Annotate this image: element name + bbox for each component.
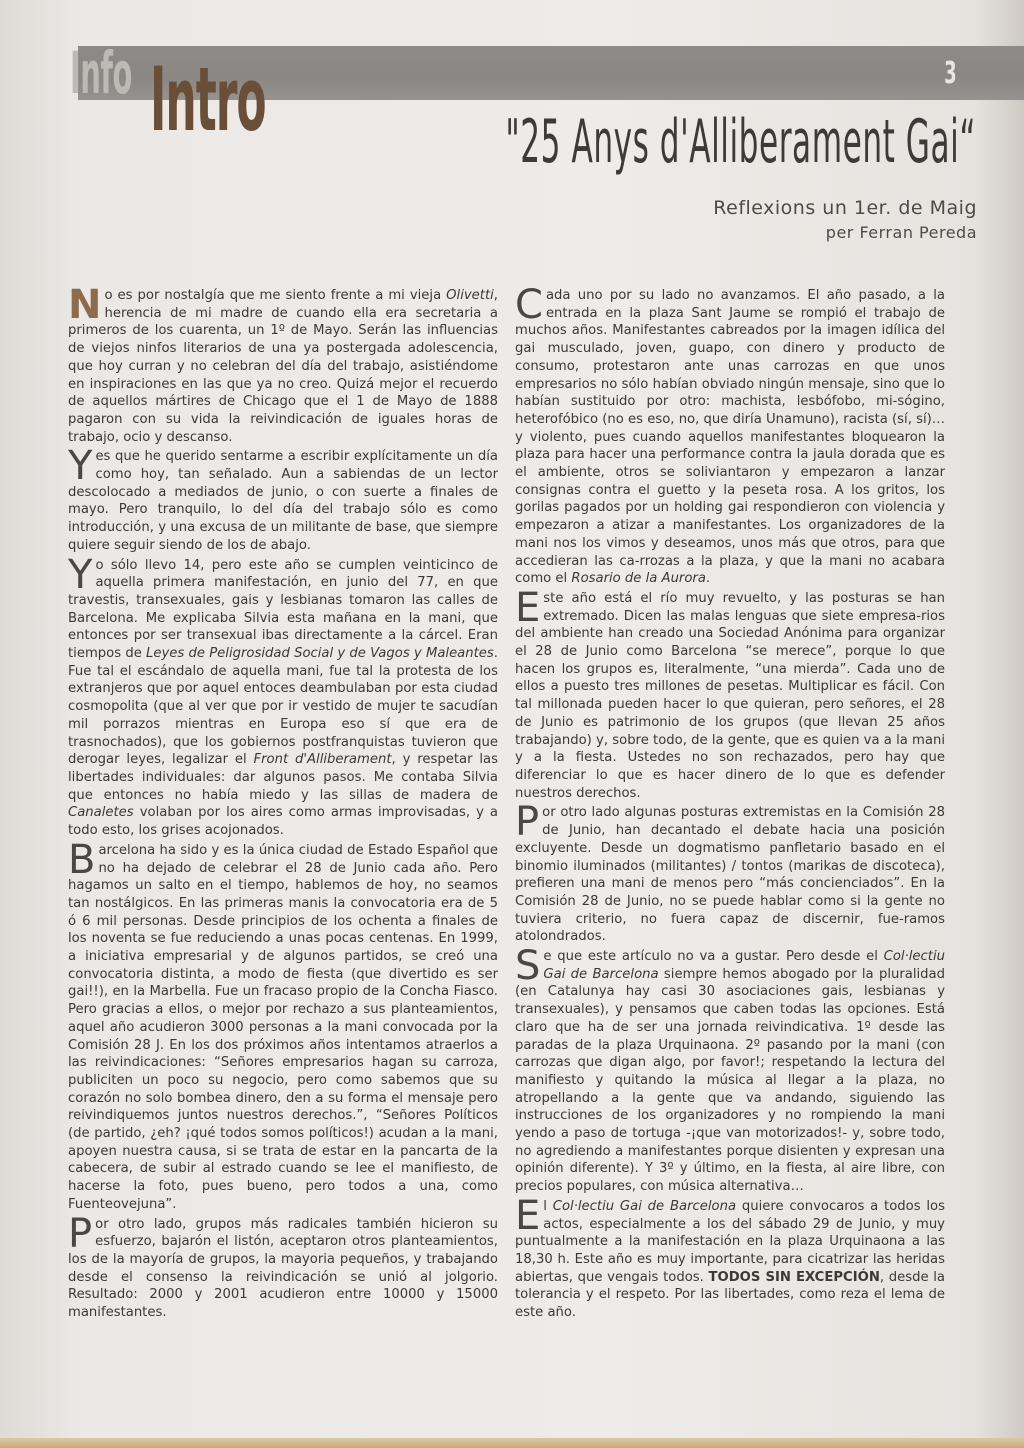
paragraph-text: Col·lectiu Gai de Barcelona [552, 1198, 737, 1214]
paragraph-text: ste año está el río muy revuelto, y las posturas se han extremado. Dicen las malas lenguas que siete empresa-rios del ambiente han creado una Sociedad Anónima para organizar el 28 de Junio como Barcelona “se merece”, porque lo que hacen los grupos es, literalmente, “una mierda”. Cada uno de ellos a puesto tres millones de pesetas. Multiplicar es fácil. Con tal millonada pueden hacer lo que quieran, pero señores, el 28 de Junio es patrimonio de los grupos (que llevan 25 años trabajando) y, sobre todo, de la gente, que es quien va a la mani y a la fiesta. Ustedes no son rechazados, pero hay que diferenciar lo que es hacer dinero de lo que es defender nuestros derechos. [515, 590, 945, 801]
paragraph [515, 584, 945, 802]
drop-cap: P [515, 799, 540, 846]
paragraph-text: es que he querido sentarme a escribir explícitamente un día como hoy, tan señalado. Aun a sabiendas de un lector descolocado a mediados de junio, o con suerte a finales de mayo. Pero tranquilo, lo del día del trabajo sólo es como introducción, y una excusa de un militante de base, que siempre quiere seguir siendo de los de abajo. [68, 449, 498, 553]
paragraph-text: , desde la tolerancia y el respeto. Por las libertades, como reza el lema de este año. [515, 1269, 945, 1321]
article-byline: per Ferran Pereda [825, 223, 977, 242]
paragraph-text: ada uno por su lado no avanzamos. El año pasado, a la entrada en la plaza Sant Jaume se rompió el trabajo de muchos años. Manifestantes cabreados por la imagen idílica del gai musculado, joven, guapo, con dinero y producto de consumo, protestaron ante unas carrozas en que unos empresarios no sólo habían obviado ningún mensaje, sino que lo habían sustituido por otro: machista, lesbófobo, mi-sógino, heterofóbico (no es eso, no, que diría Unamuno), racista (sí, sí)… y violento, pues cuando aquellos manifestantes bloquearon la plaza para hacer una performance contra la jaula dorada que es el ambiente, otros se soliviantaron y empezaron a lanzar consignas contra el guetto y la peseta rosa. A los gritos, los gorilas pagados por un holding gai respondieron con violencia y empezaron a atizar a manifestantes. Los organizadores de la mani nos los vimos y deseamos, unos más que otros, para que accedieran las ca-rrozas a la plaza, y que la mani no acabara como el [515, 288, 945, 587]
drop-cap: N [68, 282, 102, 328]
drop-cap: Y [68, 551, 93, 598]
paragraph-text: Col·lectiu Gai de Barcelona [543, 949, 945, 982]
drop-cap: E [515, 1192, 541, 1239]
logo-intro: Intro [150, 48, 266, 152]
article-column-right [515, 282, 945, 1324]
paragraph-text: or otro lado algunas posturas extremistas en la Comisión 28 de Junio, han decantado el debate hacia una posición excluyente. Desde un dogmatismo panfletario basado en el binomio iluminados (militantes) / tontos (marikas de discoteca), prefieren una mani de menos pero “más concienciados”. En la Comisión 28 de Junio, no se puede hablar como si la gente no tuviera criterio, no fuera capaz de discernir, fue-ramos atolondrados. [515, 805, 945, 945]
drop-cap: S [515, 943, 541, 990]
drop-cap: Y [68, 443, 93, 490]
drop-cap: C [515, 282, 543, 328]
paragraph-text: . [705, 571, 711, 587]
paragraph-text: , y respetar las libertades individuales: dar algunos pasos. Me contaba Silvia que entonces no había miedo y las sillas de madera de [68, 752, 498, 803]
paragraph-text: or otro lado, grupos más radicales también hicieron su esfuerzo, bajarón el listón, aceptaron otros planteamientos, los de la mayoría de grupos, la mayoria pequeños, y trabajando desde el consenso la reivindicación se unió al jolgorio. Resultado: 2000 y 2001 acudieron entre 10000 y 15000 manifestantes. [68, 1216, 498, 1321]
page-number: 3 [944, 56, 957, 91]
paragraph [68, 443, 498, 554]
article-title: "25 Anys d'Alliberament Gai“ [505, 107, 976, 177]
paragraph-text: Canaletes [68, 805, 134, 821]
paragraph [68, 836, 498, 1214]
paragraph-text: . Fue tal el escándalo de aquella mani, fue tal la protesta de los extranjeros que por aquel entoces deambulaban por esta ciudad cosmopolita (que al ver que por ir vestido de mujer te sacudían mil porrazos mientras en Europa eso sí que era de trasnochados), que los gobiernos postfranquistas tuvieron que derogar leyes, legalizar el [68, 646, 498, 768]
paragraph-text: Leyes de Peligrosidad Social y de Vagos y Maleantes [146, 646, 494, 662]
section-logo [70, 38, 381, 152]
drop-cap: E [515, 584, 541, 631]
paragraph-text: , herencia de mi madre de cuando ella era secretaria a primeros de los cuarenta, un 1º de Mayo. Serán las influencias de viejos ninfos literarios de una ya postergada adolescencia, que hoy curran y no celebran del día del trabajo, asistiéndome en inspiraciones en las que ya no creo. Quizá mejor el recuerdo de aquellos mártires de Chicago que el 1 de Mayo de 1888 pagaron con su vida la reivindicación de iguales horas de trabajo, ocio y descanso. [68, 288, 498, 445]
article-subtitle: Reflexions un 1er. de Maig [713, 197, 977, 219]
paragraph [515, 1192, 945, 1322]
paragraph [515, 799, 945, 946]
paragraph-text: l [543, 1198, 553, 1214]
page-edge [0, 1438, 1024, 1448]
paragraph [515, 943, 945, 1196]
paragraph [68, 1210, 498, 1322]
paragraph-text: o sólo llevo 14, pero este año se cumplen veinticinco de aquella primera manifestación, en junio del 77, en que travestis, transexuales, gais y lesbianas tomaron las calles de Barcelona. Me explicaba Silvia esta mañana en la mani, que entonces por ser transexual ibas directamente a la cárcel. Eran tiempos de [68, 557, 498, 662]
paragraph-text: arcelona ha sido y es la única ciudad de Estado Español que no ha dejado de celebrar el 28 de Junio cada año. Pero hagamos un salto en el tiempo, hablemos de hoy, no seamos tan nostálgicos. En las primeras manis la convocatoria era de 5 ó 6 mil personas. Desde principios de los ochenta a finales de los noventa se fue reduciendo a unas pocas centenas. En 1999, a iniciativa empresarial y de algunos partidos, se creó una convocatoria distinta, a modo de fiesta (que divertido es ser gai!!), en la Marbella. Fue un fracaso propio de la Concha Fiasco. Pero gracias a ellos, o mejor por rechazo a sus planteamientos, aquel año acudieron 3000 personas a la mani convocada por la Comisión 28 J. En los dos próximos años intentamos atraerlos a las reivindicaciones: “Señores empresarios hagan su carroza, publiciten un poco su negocio, pero como sabemos que su corazón no solo bombea dinero, den a su forma el mensaje pero reivindiquemos juntos nuestros derechos.”, “Señores Políticos (de partido, ¿eh? ¡qué todos somos políticos!) acudan a la mani, apoyen nuestra causa, si se trata de estar en la pancarta de la cabecera, de subir al estrado cuando se lee el manifiesto, de hacerse la foto, pues bueno, pero todos a una, como Fuenteovejuna”. [68, 842, 498, 1212]
drop-cap: P [68, 1210, 93, 1257]
paragraph-text: TODOS SIN EXCEPCIÓN [708, 1269, 880, 1285]
drop-cap: B [68, 836, 96, 883]
paragraph-text: siempre hemos abogado por la pluralidad (en Catalunya hay casi 30 asociaciones gais, lesbianas y transexuales), y pensamos que caben todas las opciones. Está claro que ha de ser una jornada reivindicativa. 1º desde las paradas de la plaza Urquinaona. 2º pasando por la mani (con carrozas que digan algo, por favor!; respetando la lectura del manifiesto y quitando la música al llegar a la plaza, no atropellando a la gente que va andando, siguiendo las instrucciones de los organizadores y no rompiendo la mani yendo a paso de tortuga -¡que van motorizados!- y, sobre todo, no agrediendo a manifestantes porque disienten y expresan una opinión diferente). Y 3º y último, en la fiesta, al aire libre, con precios populares, con música alternativa… [515, 966, 945, 1195]
paragraph-text: Front d'Alliberament [253, 752, 392, 768]
paragraph-text: e que este artículo no va a gustar. Pero desde el [543, 949, 884, 965]
paragraph-text: o es por nostalgía que me siento frente a mi vieja [104, 288, 447, 303]
paragraph-text: quiere convocaros a todos los actos, especialmente a los del sábado 29 de Junio, y muy puntualmente a la manifestación en la plaza Urquinaona a las 18,30 h. Este año es muy importante, para cicatrizar las heridas abiertas, que vengais todos. [515, 1198, 945, 1285]
paragraph-text: volaban por los aires como armas improvisadas, y a todo esto, los grises acojonados. [68, 805, 498, 839]
paragraph [68, 282, 498, 446]
article-column-left [68, 282, 498, 1324]
paragraph [68, 551, 498, 840]
logo-info: Info [70, 39, 132, 107]
paragraph-text: Olivetti [446, 288, 494, 303]
paragraph [515, 282, 945, 588]
paragraph-text: Rosario de la Aurora [571, 571, 706, 587]
